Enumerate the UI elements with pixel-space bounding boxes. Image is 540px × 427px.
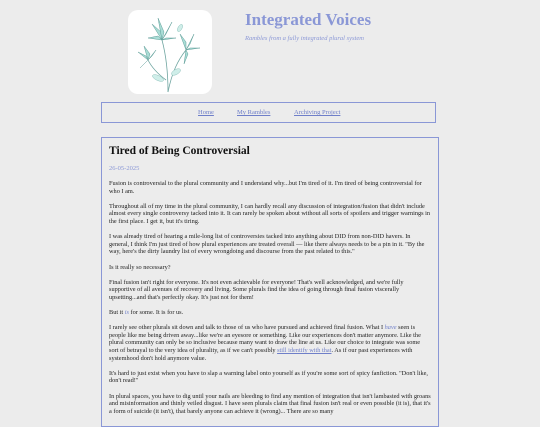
site-title: Integrated Voices bbox=[245, 10, 372, 29]
post-text: I rarely see other plurals sit down and talk to those of us who have pursued and achieved final fusion. What I bbox=[109, 324, 385, 332]
blog-post bbox=[101, 137, 439, 427]
post-paragraph: I was already tired of hearing a mile-long list of controversies tacked into anything about DID from non-DID havers. In general, I think I'm just tired of how plural experiences are treated overall — like there always needs to be a pin in it. "By the way, here's the dirty laundry list of every wrongdoing and discourse from the past related to this." bbox=[109, 233, 425, 256]
main-nav bbox=[101, 102, 436, 123]
post-paragraph: Throughout all of my time in the plural community, I can hardly recall any discussion of integration/fusion that didn't include almost every single controversy tacked into it. It can rarely be spoken about without all sorts of spoilers and trigger warnings in the first place. I get it, but it's tiring. bbox=[109, 202, 431, 225]
post-paragraph: Final fusion isn't right for everyone. It's not even achievable for everyone! That's well acknowledged, and we're fully supportive of all avenues of recovery and living. Some plurals find the idea of going through final fusion viscerally upsetting...and that's perfectly okay. It's just not for them! bbox=[109, 278, 404, 301]
post-paragraph bbox=[109, 309, 431, 317]
post-paragraph bbox=[109, 324, 431, 362]
post-emphasis: is bbox=[124, 309, 129, 317]
post-paragraph: Fusion is controversial to the plural community and I understand why...but I'm tired of it. I'm tired of being controversial for who I am. bbox=[109, 180, 422, 195]
post-emphasis: have bbox=[384, 324, 397, 332]
post-text: seen is people like me being driven away...like we're an eyesore or something. Like our experiences don't matter anymore. Like the plural community can only be so inclusive because many want to draw the line at us. Like our choice to integrate was some sort of betrayal to the very idea of plurality, as if we can't possibly bbox=[109, 324, 421, 355]
still-identify-link[interactable]: still identify with that bbox=[277, 347, 332, 355]
site-tagline: Rambles from a fully integrated plural system bbox=[245, 35, 364, 42]
post-text: for some. It is for us. bbox=[128, 309, 184, 317]
nav-home-link[interactable]: Home bbox=[198, 109, 214, 116]
post-paragraph: It's hard to just exist when you have to slap a warning label onto yourself as if you're some sort of spicy fanfiction. "Don't like, don't read!" bbox=[109, 369, 429, 385]
post-paragraph: In plural spaces, you have to dig until your nails are bleeding to find any mention of integration that isn't lambasted with groans and misinformation and thinly veiled disgust. I have seen plurals claim that final fusion isn't real or even possible (it is), that it's a form of suicide (it isn't), that barely anyone can achieve it (wrong)... There are so many bbox=[109, 392, 431, 415]
site-logo bbox=[128, 10, 212, 94]
post-text: . As if our past experiences with systemhood don't hold anymore value. bbox=[109, 347, 413, 362]
nav-archiving-project-link[interactable]: Archiving Project bbox=[294, 109, 341, 116]
post-title: Tired of Being Controversial bbox=[109, 145, 250, 157]
post-paragraph: Is it really so necessary? bbox=[109, 263, 171, 271]
post-date: 26-05-2025 bbox=[109, 165, 140, 172]
nav-my-rambles-link[interactable]: My Rambles bbox=[237, 109, 271, 116]
post-text: But it bbox=[109, 309, 125, 317]
lily-flower-icon bbox=[128, 10, 212, 94]
